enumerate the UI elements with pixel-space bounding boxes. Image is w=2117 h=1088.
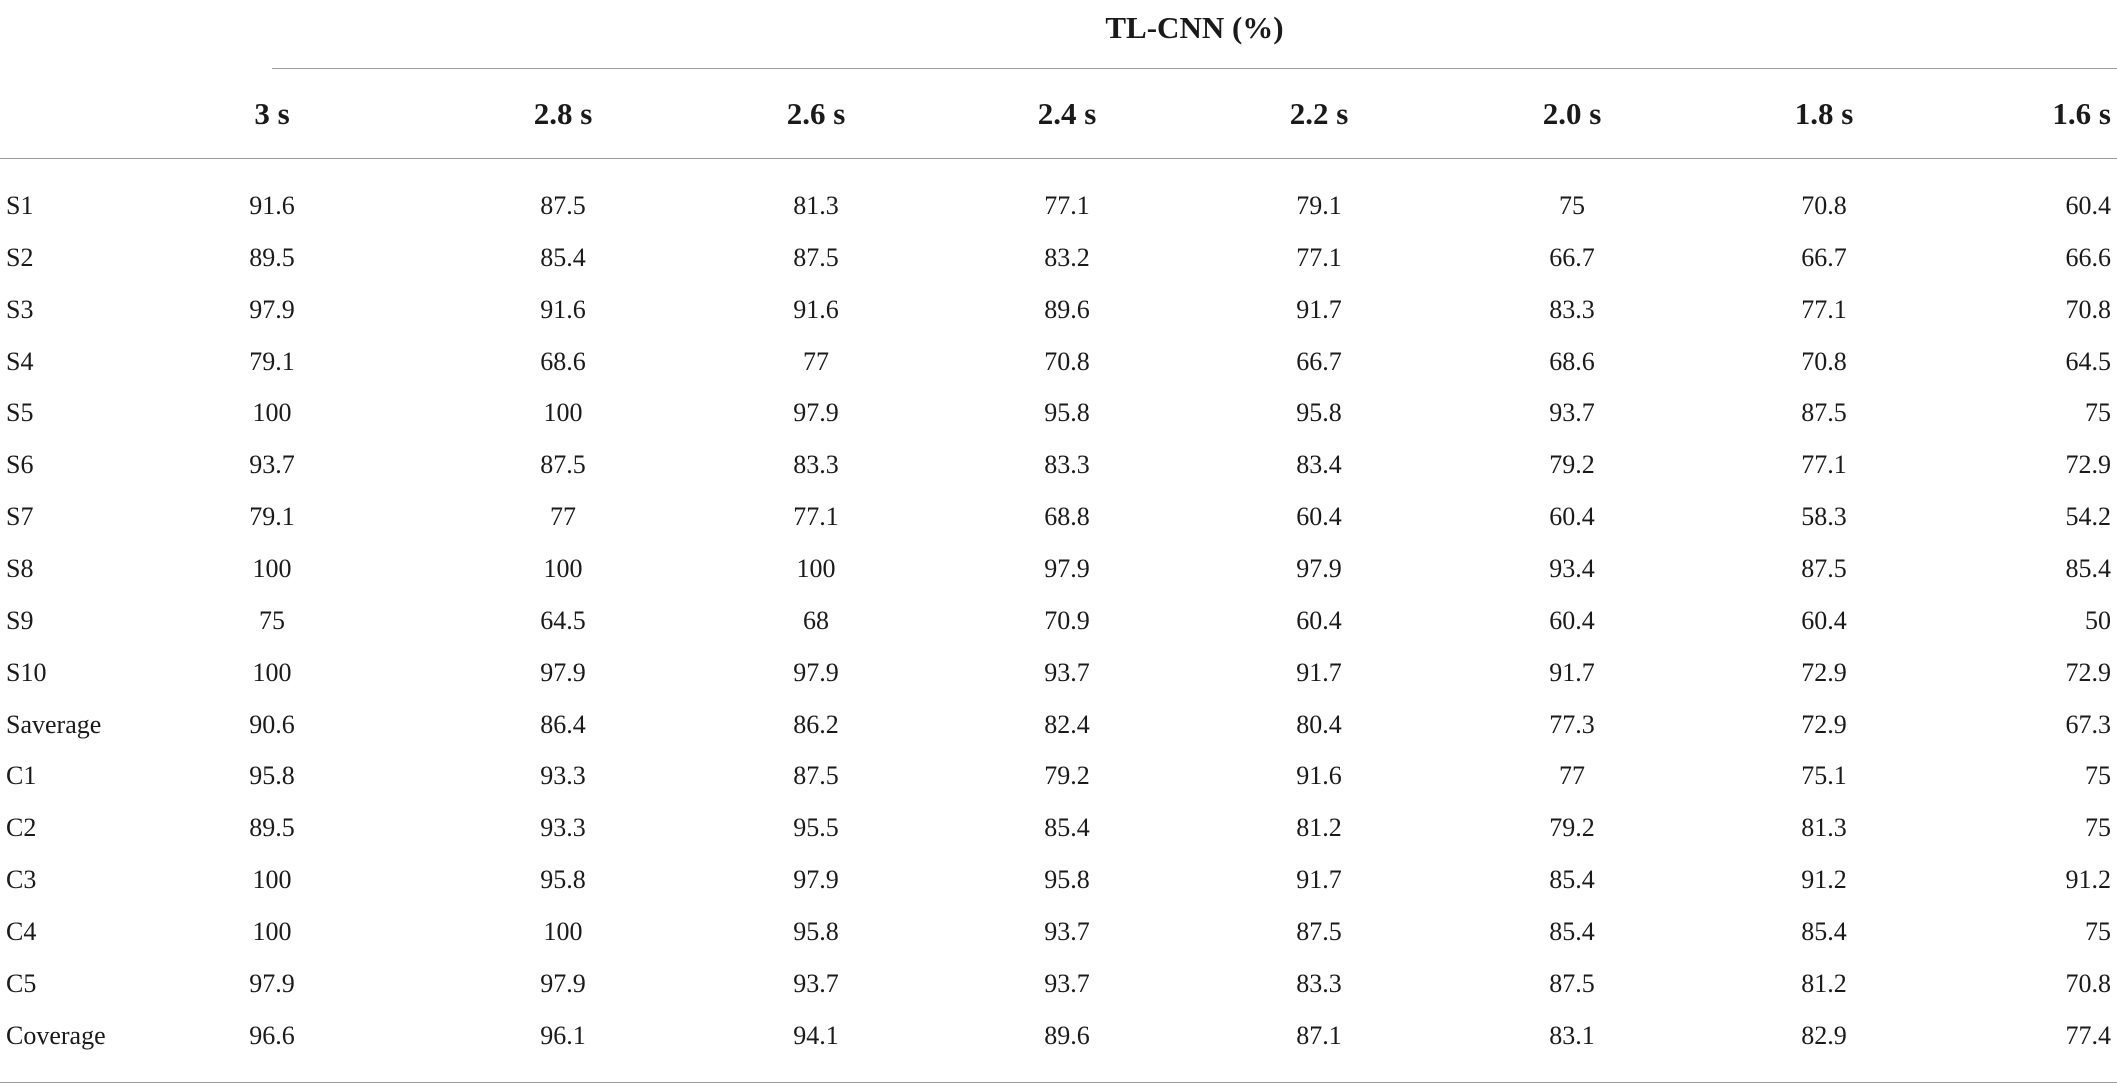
table-cell: 93.3 bbox=[540, 813, 586, 843]
column-header: 2.4 s bbox=[1037, 96, 1097, 131]
table-cell: 77.3 bbox=[1549, 709, 1595, 739]
table-cell: 85.4 bbox=[540, 242, 586, 272]
table-cell: 75 bbox=[1559, 191, 1585, 220]
table-cell: 95.8 bbox=[540, 865, 586, 895]
table-cell: 83.3 bbox=[1549, 294, 1595, 324]
table-cell: 79.2 bbox=[1549, 813, 1595, 843]
table-cell: 93.7 bbox=[249, 450, 295, 480]
table-cell: 79.1 bbox=[249, 502, 295, 532]
table-row bbox=[0, 595, 2117, 647]
row-label: S7 bbox=[6, 502, 34, 532]
table-cell: 82.9 bbox=[1801, 1020, 1847, 1050]
table-cell: 87.5 bbox=[1801, 398, 1847, 428]
table-cell: 50 bbox=[2085, 605, 2111, 635]
table-cell: 87.5 bbox=[793, 242, 839, 272]
column-header: 2.2 s bbox=[1289, 96, 1349, 131]
table-cell: 89.5 bbox=[249, 242, 295, 272]
table-cell: 91.7 bbox=[1549, 657, 1595, 687]
row-label: S8 bbox=[6, 553, 34, 583]
table-cell: 87.5 bbox=[793, 761, 839, 791]
table-cell: 75.1 bbox=[1801, 761, 1847, 791]
table-cell: 72.9 bbox=[2065, 657, 2111, 687]
table-row bbox=[0, 958, 2117, 1010]
table-cell: 97.9 bbox=[249, 968, 295, 998]
table-cell: 86.2 bbox=[793, 709, 839, 739]
row-label: S5 bbox=[6, 398, 34, 428]
table-cell: 93.7 bbox=[1044, 657, 1090, 687]
table-cell: 68.8 bbox=[1044, 502, 1090, 532]
table-cell: 95.8 bbox=[1296, 398, 1342, 428]
table-cell: 89.6 bbox=[1044, 1020, 1090, 1050]
table-cell: 81.3 bbox=[1801, 813, 1847, 843]
table-cell: 72.9 bbox=[1801, 709, 1847, 739]
table-cell: 54.2 bbox=[2065, 502, 2111, 532]
table-cell: 100 bbox=[796, 553, 836, 583]
row-label: C5 bbox=[6, 968, 37, 998]
table-row bbox=[0, 491, 2117, 543]
table-cell: 100 bbox=[252, 865, 292, 895]
column-header: 1.8 s bbox=[1794, 96, 1854, 131]
table-cell: 95.8 bbox=[1044, 398, 1090, 428]
table-cell: 87.1 bbox=[1296, 1020, 1342, 1050]
table-cell: 70.8 bbox=[1044, 346, 1090, 376]
group-header: TL-CNN (%) bbox=[1105, 10, 1284, 45]
row-label: C2 bbox=[6, 813, 37, 843]
table-cell: 83.3 bbox=[1044, 450, 1090, 480]
table-cell: 91.6 bbox=[249, 191, 295, 220]
table-cell: 77 bbox=[1559, 761, 1585, 791]
table-cell: 91.6 bbox=[1296, 761, 1342, 791]
table-cell: 91.7 bbox=[1296, 294, 1342, 324]
table-cell: 60.4 bbox=[1296, 605, 1342, 635]
table-cell: 68.6 bbox=[1549, 346, 1595, 376]
table-cell: 100 bbox=[543, 398, 583, 428]
column-header-row bbox=[0, 88, 2117, 140]
table-cell: 87.5 bbox=[540, 450, 586, 480]
table-cell: 87.5 bbox=[1549, 968, 1595, 998]
table-cell: 96.1 bbox=[540, 1020, 586, 1050]
table-cell: 87.5 bbox=[1801, 553, 1847, 583]
table-cell: 70.8 bbox=[2065, 294, 2111, 324]
table-cell: 87.5 bbox=[1296, 916, 1342, 946]
table-cell: 81.3 bbox=[793, 191, 839, 220]
row-label: Saverage bbox=[6, 709, 102, 739]
table-row bbox=[0, 750, 2117, 802]
table-cell: 97.9 bbox=[540, 657, 586, 687]
table-cell: 72.9 bbox=[2065, 450, 2111, 480]
table-cell: 97.9 bbox=[793, 657, 839, 687]
table-cell: 83.1 bbox=[1549, 1020, 1595, 1050]
table-cell: 60.4 bbox=[1549, 605, 1595, 635]
table-cell: 75 bbox=[2085, 398, 2111, 428]
table-cell: 93.7 bbox=[793, 968, 839, 998]
table-cell: 58.3 bbox=[1801, 502, 1847, 532]
table-cell: 70.9 bbox=[1044, 605, 1090, 635]
table-cell: 96.6 bbox=[249, 1020, 295, 1050]
table-cell: 94.1 bbox=[793, 1020, 839, 1050]
table-cell: 77.1 bbox=[1296, 242, 1342, 272]
table-cell: 95.8 bbox=[249, 761, 295, 791]
table-row bbox=[0, 647, 2117, 699]
row-label: C3 bbox=[6, 865, 37, 895]
row-label: Coverage bbox=[6, 1020, 106, 1050]
table-cell: 70.8 bbox=[2065, 968, 2111, 998]
row-label: S2 bbox=[6, 242, 34, 272]
table-cell: 93.7 bbox=[1549, 398, 1595, 428]
table-cell: 68.6 bbox=[540, 346, 586, 376]
group-header-rule bbox=[272, 68, 2117, 69]
row-label: S3 bbox=[6, 294, 34, 324]
table-cell: 75 bbox=[2085, 813, 2111, 843]
table-cell: 91.2 bbox=[1801, 865, 1847, 895]
header-rule bbox=[0, 158, 2117, 159]
table-cell: 85.4 bbox=[1044, 813, 1090, 843]
table-cell: 95.8 bbox=[1044, 865, 1090, 895]
table-cell: 87.5 bbox=[540, 191, 586, 220]
column-header: 1.6 s bbox=[2052, 96, 2111, 131]
table-row bbox=[0, 543, 2117, 595]
table-row bbox=[0, 802, 2117, 854]
table-cell: 89.6 bbox=[1044, 294, 1090, 324]
table-cell: 97.9 bbox=[1044, 553, 1090, 583]
table-cell: 70.8 bbox=[1801, 346, 1847, 376]
table-cell: 91.7 bbox=[1296, 657, 1342, 687]
row-label: S10 bbox=[6, 657, 47, 687]
table-cell: 75 bbox=[2085, 761, 2111, 791]
table-cell: 100 bbox=[543, 916, 583, 946]
column-header: 2.6 s bbox=[786, 96, 846, 131]
table-cell: 93.3 bbox=[540, 761, 586, 791]
table-cell: 95.8 bbox=[793, 916, 839, 946]
table-row bbox=[0, 854, 2117, 906]
row-label: C4 bbox=[6, 916, 37, 946]
table-cell: 91.6 bbox=[793, 294, 839, 324]
column-header: 2.0 s bbox=[1542, 96, 1602, 131]
row-label: S9 bbox=[6, 605, 34, 635]
table-cell: 79.2 bbox=[1549, 450, 1595, 480]
table-cell: 85.4 bbox=[1801, 916, 1847, 946]
table-cell: 64.5 bbox=[2065, 346, 2111, 376]
table-cell: 77.1 bbox=[1801, 294, 1847, 324]
table-cell: 89.5 bbox=[249, 813, 295, 843]
table-cell: 60.4 bbox=[2065, 191, 2111, 220]
table-cell: 66.7 bbox=[1296, 346, 1342, 376]
table-cell: 100 bbox=[252, 657, 292, 687]
table-row bbox=[0, 180, 2117, 232]
table-cell: 95.5 bbox=[793, 813, 839, 843]
table-cell: 97.9 bbox=[540, 968, 586, 998]
table-cell: 100 bbox=[252, 916, 292, 946]
table-cell: 70.8 bbox=[1801, 191, 1847, 220]
table-cell: 82.4 bbox=[1044, 709, 1090, 739]
table-cell: 90.6 bbox=[249, 709, 295, 739]
table-row bbox=[0, 906, 2117, 958]
table-cell: 64.5 bbox=[540, 605, 586, 635]
table-cell: 77 bbox=[550, 502, 576, 532]
table-row bbox=[0, 284, 2117, 336]
table-row bbox=[0, 387, 2117, 439]
bottom-rule bbox=[0, 1082, 2117, 1083]
table-cell: 75 bbox=[259, 605, 285, 635]
table-cell: 79.2 bbox=[1044, 761, 1090, 791]
table-cell: 77.1 bbox=[1801, 450, 1847, 480]
table-cell: 66.6 bbox=[2065, 242, 2111, 272]
table-cell: 68 bbox=[803, 605, 829, 635]
table-cell: 77 bbox=[803, 346, 829, 376]
table-cell: 91.7 bbox=[1296, 865, 1342, 895]
table-cell: 66.7 bbox=[1801, 242, 1847, 272]
row-label: S1 bbox=[6, 191, 34, 220]
table-cell: 72.9 bbox=[1801, 657, 1847, 687]
table-row bbox=[0, 336, 2117, 388]
column-header: 2.8 s bbox=[533, 96, 593, 131]
table-cell: 60.4 bbox=[1801, 605, 1847, 635]
table-cell: 97.9 bbox=[793, 865, 839, 895]
table-cell: 85.4 bbox=[1549, 916, 1595, 946]
table-cell: 85.4 bbox=[2065, 553, 2111, 583]
table-cell: 100 bbox=[252, 553, 292, 583]
table-cell: 97.9 bbox=[1296, 553, 1342, 583]
table-cell: 81.2 bbox=[1296, 813, 1342, 843]
table-cell: 77.1 bbox=[1044, 191, 1090, 220]
table-cell: 77.1 bbox=[793, 502, 839, 532]
table-cell: 86.4 bbox=[540, 709, 586, 739]
table-cell: 93.7 bbox=[1044, 968, 1090, 998]
table-cell: 97.9 bbox=[249, 294, 295, 324]
table-cell: 83.2 bbox=[1044, 242, 1090, 272]
table-cell: 93.4 bbox=[1549, 553, 1595, 583]
table-cell: 79.1 bbox=[249, 346, 295, 376]
table-cell: 83.4 bbox=[1296, 450, 1342, 480]
table-cell: 60.4 bbox=[1549, 502, 1595, 532]
table-cell: 75 bbox=[2085, 916, 2111, 946]
table-cell: 60.4 bbox=[1296, 502, 1342, 532]
table-cell: 81.2 bbox=[1801, 968, 1847, 998]
table-cell: 91.2 bbox=[2065, 865, 2111, 895]
table-cell: 100 bbox=[252, 398, 292, 428]
table-row bbox=[0, 439, 2117, 491]
table-cell: 83.3 bbox=[1296, 968, 1342, 998]
table-cell: 97.9 bbox=[793, 398, 839, 428]
table-cell: 66.7 bbox=[1549, 242, 1595, 272]
column-header: 3 s bbox=[254, 96, 290, 131]
table-row bbox=[0, 1010, 2117, 1062]
table-cell: 67.3 bbox=[2065, 709, 2111, 739]
row-label: S4 bbox=[6, 346, 34, 376]
table-cell: 80.4 bbox=[1296, 709, 1342, 739]
table-cell: 93.7 bbox=[1044, 916, 1090, 946]
table-cell: 77.4 bbox=[2065, 1020, 2111, 1050]
table-cell: 91.6 bbox=[540, 294, 586, 324]
row-label: C1 bbox=[6, 761, 37, 791]
table-row bbox=[0, 232, 2117, 284]
table-cell: 85.4 bbox=[1549, 865, 1595, 895]
table-cell: 100 bbox=[543, 553, 583, 583]
table-cell: 79.1 bbox=[1296, 191, 1342, 220]
row-label: S6 bbox=[6, 450, 34, 480]
table-cell: 83.3 bbox=[793, 450, 839, 480]
table-row bbox=[0, 699, 2117, 751]
